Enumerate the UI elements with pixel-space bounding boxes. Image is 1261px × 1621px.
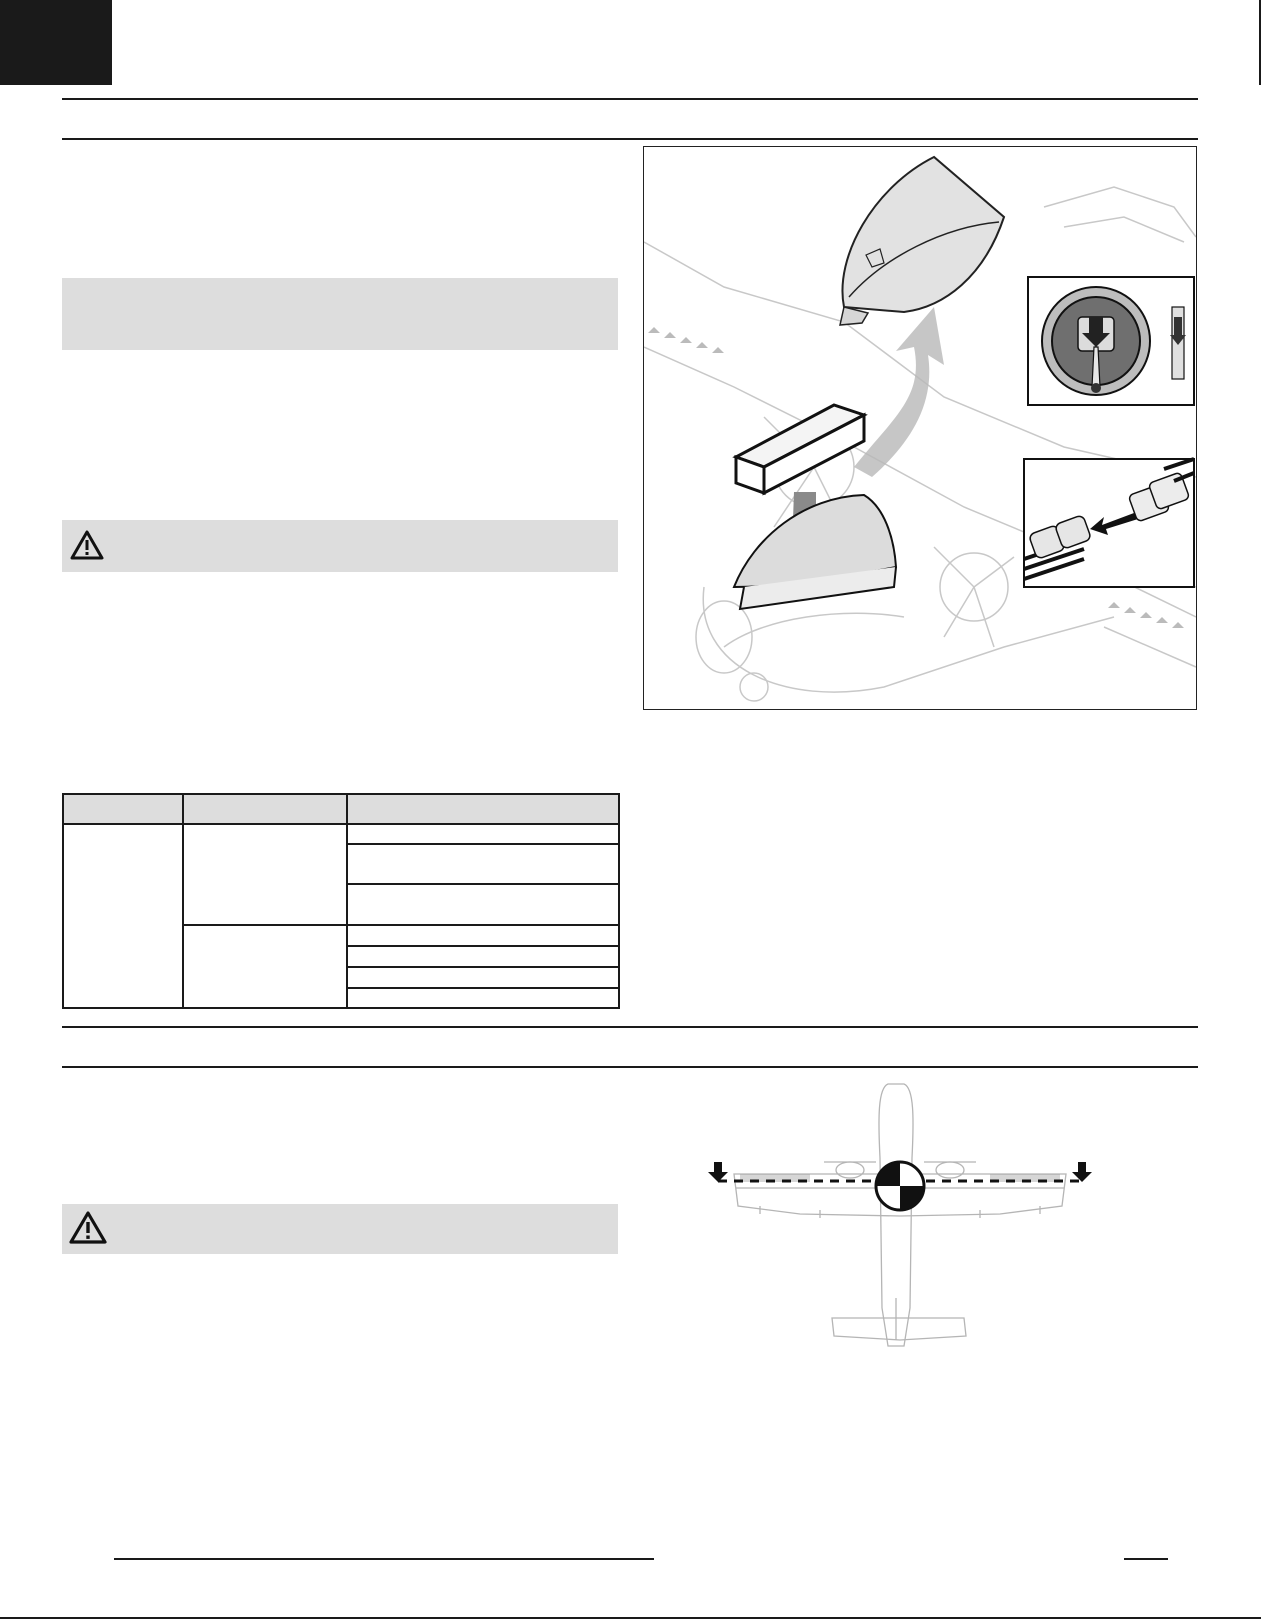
- table-header-row: [63, 794, 619, 824]
- table-cell: [183, 925, 347, 1009]
- caution-panel: [62, 1204, 618, 1254]
- caution-panel: [62, 520, 618, 572]
- table-row: [63, 824, 619, 844]
- page-bottom-rule: [0, 1617, 1261, 1619]
- footer-page-rule: [1124, 1558, 1168, 1560]
- battery-install-figure: [643, 146, 1197, 710]
- table-cell: [347, 844, 619, 884]
- chapter-tab: [0, 0, 112, 85]
- table-cell: [347, 925, 619, 946]
- battery-install-illustration: [644, 147, 1196, 709]
- footer-rule: [114, 1558, 654, 1560]
- table-cell: [347, 884, 619, 924]
- section-rule-top: [62, 1026, 1198, 1028]
- table-cell: [347, 988, 619, 1008]
- section-rule-bottom: [62, 1066, 1198, 1068]
- warning-triangle-icon: [68, 1210, 108, 1246]
- table-cell: [347, 967, 619, 988]
- note-panel: [62, 278, 618, 350]
- warning-triangle-icon: [69, 529, 105, 561]
- table-cell: [183, 824, 347, 925]
- table-header-cell: [63, 794, 183, 824]
- table-cell: [347, 946, 619, 967]
- table-header-cell: [347, 794, 619, 824]
- cg-illustration: [700, 1078, 1100, 1358]
- section-rule-top: [62, 98, 1198, 100]
- cg-symbol-icon: [876, 1162, 924, 1210]
- section-rule-bottom: [62, 138, 1198, 140]
- spec-table: [62, 793, 620, 1009]
- table-header-cell: [183, 794, 347, 824]
- table-cell: [63, 824, 183, 1008]
- table-cell: [347, 824, 619, 844]
